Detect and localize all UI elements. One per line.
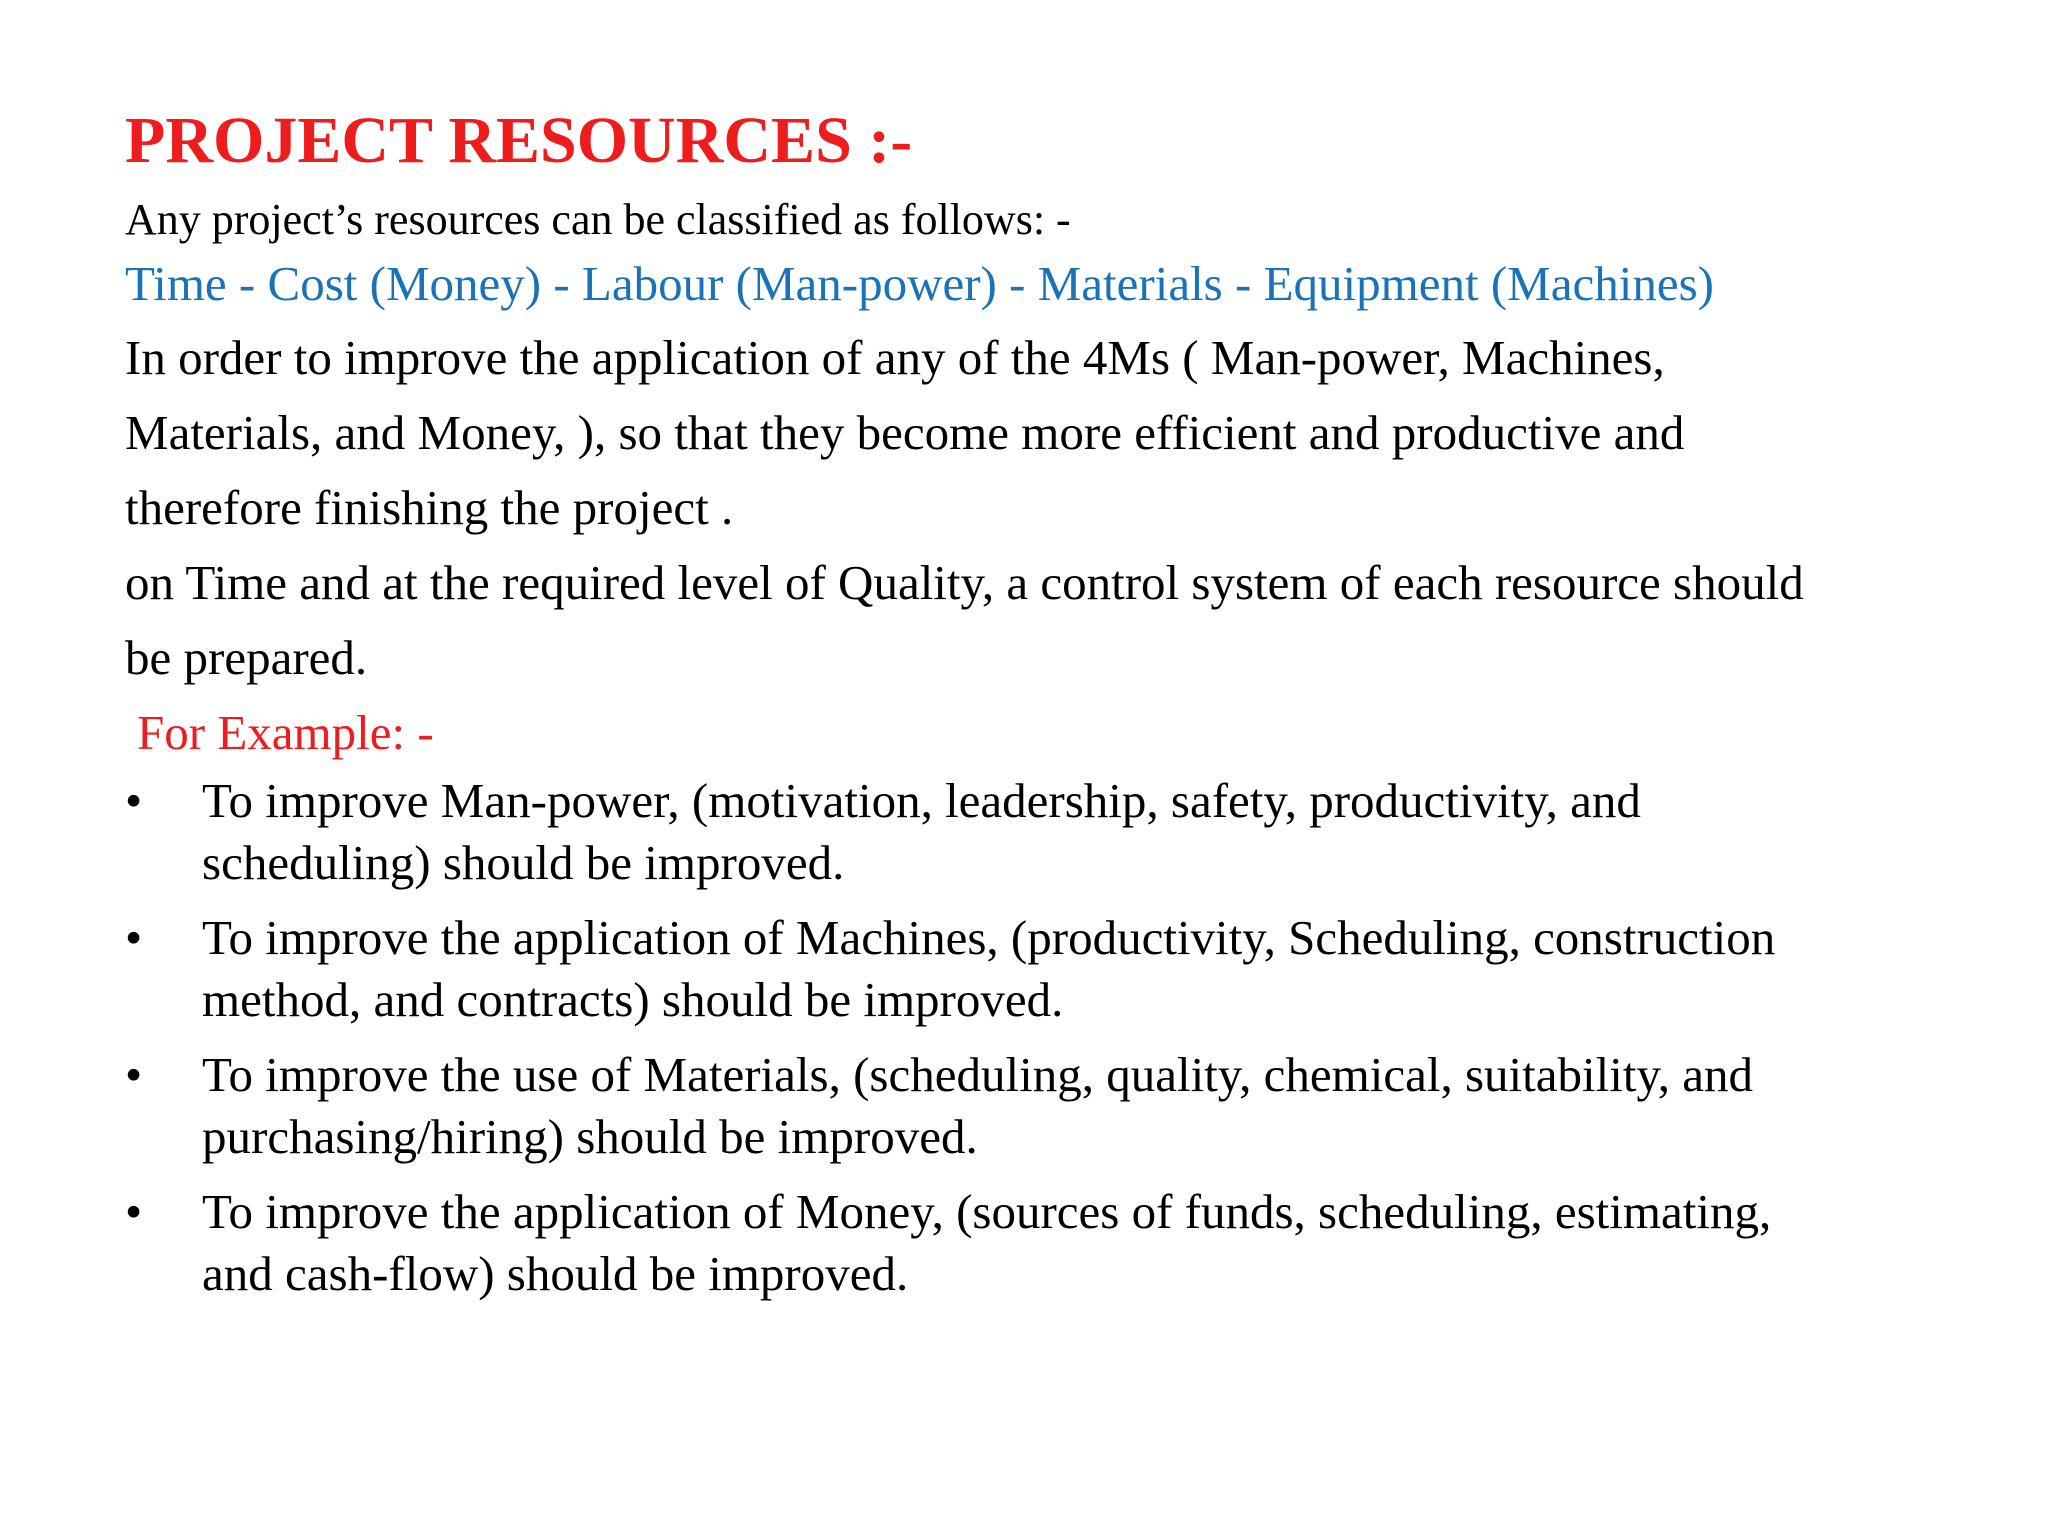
resource-equipment: Equipment (Machines) (1263, 256, 1714, 311)
list-item-line: scheduling) should be improved. (202, 835, 845, 890)
example-label: For Example: - (137, 705, 434, 760)
resource-cost: Cost (Money) - (267, 256, 582, 311)
list-item-line: To improve the application of Money, (sources of funds, scheduling, estimating, (202, 1184, 1772, 1239)
resource-time: Time - (125, 256, 268, 311)
slide-title: PROJECT RESOURCES :- (125, 104, 913, 177)
bullet-icon: • (125, 910, 143, 965)
example-bullet-list (125, 770, 2048, 1305)
resource-labour: Labour (Man-power) - (581, 256, 1038, 311)
resource-list (125, 248, 2048, 320)
resource-materials: Materials - (1037, 256, 1264, 311)
intro-text: Any project’s resources can be classified as follows: - (125, 195, 1071, 244)
list-item (125, 1181, 2022, 1305)
paragraph-control-system (125, 545, 1945, 695)
list-item (125, 1044, 2022, 1168)
list-item (125, 770, 2022, 894)
paragraph-line: In order to improve the application of any of the 4Ms ( Man-power, Machines, (125, 330, 1665, 385)
bullet-icon: • (125, 773, 143, 828)
paragraph-improve (125, 320, 1945, 545)
list-item-line: To improve the use of Materials, (scheduling, quality, chemical, suitability, and (202, 1047, 1754, 1102)
bullet-icon: • (125, 1184, 143, 1239)
list-item (125, 907, 2022, 1031)
paragraph-line: be prepared. (125, 630, 368, 685)
list-item-line: purchasing/hiring) should be improved. (202, 1109, 978, 1164)
list-item-line: and cash-flow) should be improved. (202, 1246, 909, 1301)
paragraph-line: on Time and at the required level of Quality, a control system of each resource should (125, 555, 1804, 610)
paragraph-line: therefore finishing the project . (125, 480, 734, 535)
bullet-icon: • (125, 1047, 143, 1102)
list-item-line: To improve Man-power, (motivation, leadership, safety, productivity, and (202, 773, 1641, 828)
paragraph-line: Materials, and Money, ), so that they become more efficient and productive and (125, 405, 1685, 460)
list-item-line: To improve the application of Machines, (productivity, Scheduling, construction (202, 910, 1776, 965)
list-item-line: method, and contracts) should be improved. (202, 972, 1064, 1027)
